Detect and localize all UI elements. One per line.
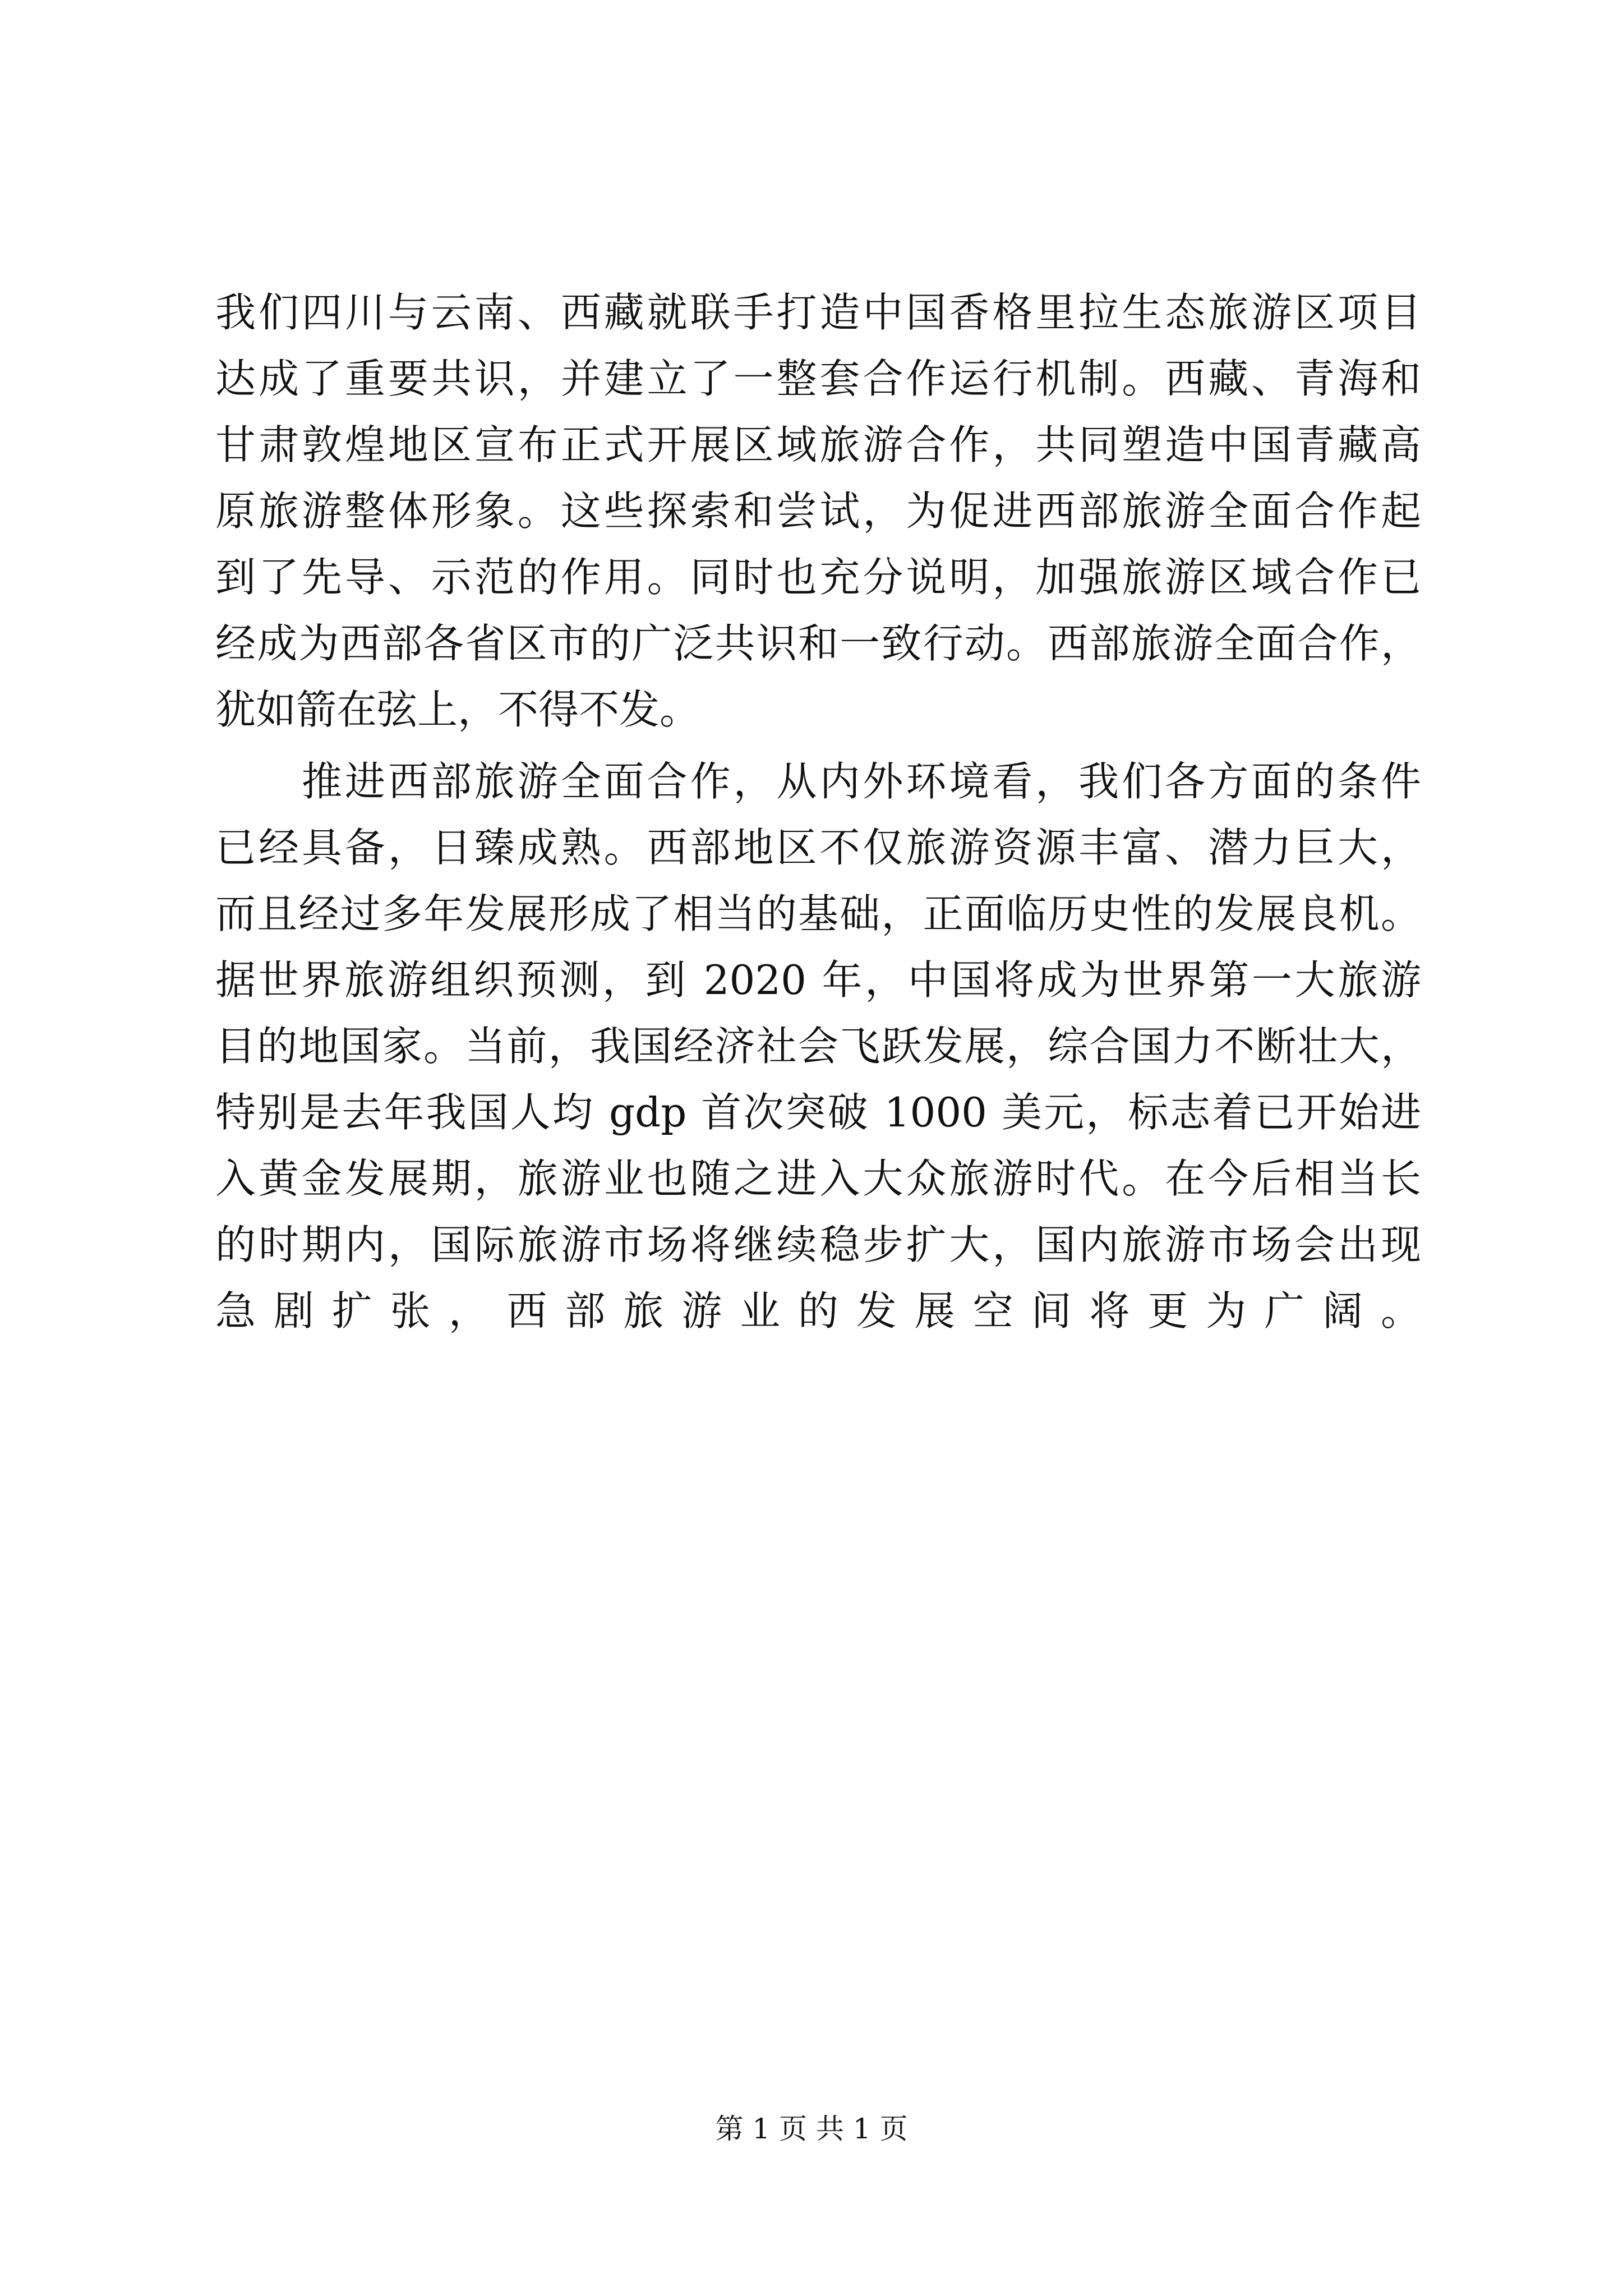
page-number-footer: 第 1 页 共 1 页 bbox=[715, 2113, 908, 2145]
text-line: 原旅游整体形象。这些探索和尝试，为促进西部旅游全面合作起 bbox=[215, 487, 1421, 535]
text-line: 的时期内，国际旅游市场将继续稳步扩大，国内旅游市场会出现 bbox=[215, 1221, 1421, 1268]
text-line: 急剧扩张，西部旅游业的发展空间将更为广阔。 bbox=[215, 1287, 1421, 1335]
text-line bbox=[215, 1344, 1421, 1410]
text-line: 而且经过多年发展形成了相当的基础，正面临历史性的发展良机。 bbox=[215, 890, 1421, 937]
document-body bbox=[215, 279, 1421, 1410]
text-line: 我们四川与云南、西藏就联手打造中国香格里拉生态旅游区项目 bbox=[215, 289, 1421, 336]
text-line: 特别是去年我国人均 gdp 首次突破 1000 美元，标志着已开始进 bbox=[215, 1089, 1421, 1136]
text-line: 犹如箭在弦上，不得不发。 bbox=[215, 686, 700, 733]
text-line: 甘肃敦煌地区宣布正式开展区域旅游合作，共同塑造中国青藏高 bbox=[215, 421, 1421, 468]
paragraph bbox=[215, 748, 1421, 1410]
text-line: 到了先导、示范的作用。同时也充分说明，加强旅游区域合作已 bbox=[215, 554, 1421, 601]
text-line: 经成为西部各省区市的广泛共识和一致行动。西部旅游全面合作， bbox=[215, 620, 1421, 667]
text-line: 目的地国家。当前，我国经济社会飞跃发展，综合国力不断壮大， bbox=[215, 1023, 1421, 1070]
paragraph-spacer bbox=[215, 743, 1421, 748]
text-line: 达成了重要共识，并建立了一整套合作运行机制。西藏、青海和 bbox=[215, 355, 1421, 402]
text-line: 入黄金发展期，旅游业也随之进入大众旅游时代。在今后相当长 bbox=[215, 1155, 1421, 1202]
text-line: 推进西部旅游全面合作，从内外环境看，我们各方面的条件 bbox=[215, 758, 1421, 805]
paragraph bbox=[215, 279, 1421, 743]
text-line: 已经具备，日臻成熟。西部地区不仅旅游资源丰富、潜力巨大， bbox=[215, 824, 1421, 871]
text-line: 据世界旅游组织预测，到 2020 年，中国将成为世界第一大旅游 bbox=[215, 956, 1421, 1004]
